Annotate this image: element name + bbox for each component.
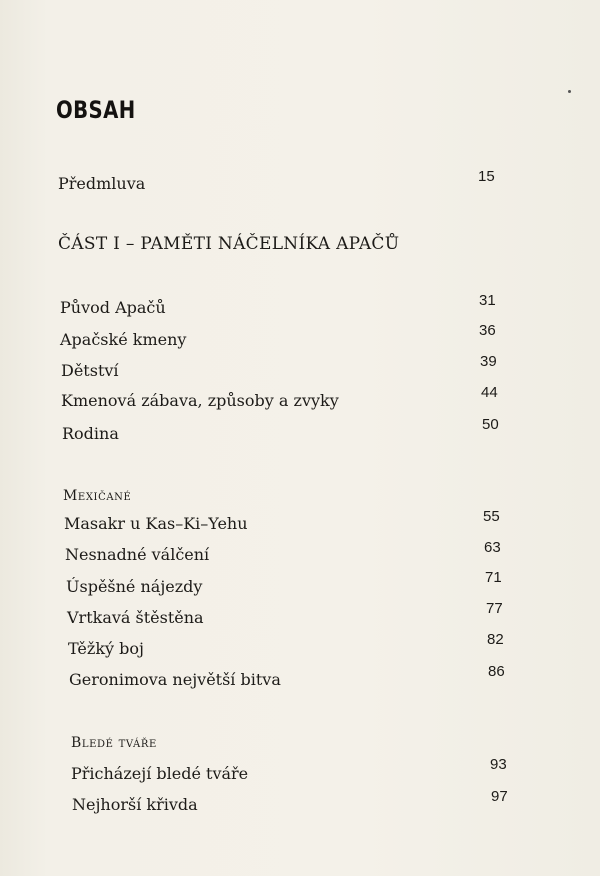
toc-entry[interactable] bbox=[67, 608, 204, 627]
toc-entry-title: Těžký boj bbox=[68, 639, 144, 658]
toc-page-number: 63 bbox=[484, 539, 501, 556]
toc-entry-title: Kmenová zábava, způsoby a zvyky bbox=[61, 391, 339, 410]
toc-entry[interactable] bbox=[60, 298, 166, 317]
toc-heading: OBSAH bbox=[56, 96, 136, 124]
toc-entry[interactable] bbox=[65, 545, 209, 564]
toc-entry[interactable] bbox=[71, 764, 248, 783]
toc-page-number: 71 bbox=[485, 569, 502, 586]
toc-page-number: 31 bbox=[479, 292, 496, 309]
toc-page-number: 15 bbox=[478, 168, 495, 185]
toc-page-number: 97 bbox=[491, 788, 508, 805]
toc-entry-title: Rodina bbox=[62, 424, 119, 443]
part-title: ČÁST I – PAMĚTI NÁČELNÍKA APAČŮ bbox=[58, 234, 400, 254]
toc-entry-title: Vrtkavá štěstěna bbox=[67, 608, 204, 627]
toc-entry[interactable] bbox=[60, 330, 186, 349]
section-title: Mexičané bbox=[63, 488, 132, 504]
toc-entry-title: Nejhorší křivda bbox=[72, 795, 198, 814]
toc-page-number: 77 bbox=[486, 600, 503, 617]
toc-entry[interactable] bbox=[66, 577, 202, 596]
toc-entry[interactable] bbox=[69, 670, 281, 689]
toc-page-number: 44 bbox=[481, 384, 498, 401]
toc-entry-title: Předmluva bbox=[58, 174, 146, 193]
toc-page-number: 36 bbox=[479, 322, 496, 339]
toc-page-number: 86 bbox=[488, 663, 505, 680]
toc-entry[interactable] bbox=[64, 514, 248, 533]
toc-entry-title: Přicházejí bledé tváře bbox=[71, 764, 249, 783]
toc-entry-title: Úspěšné nájezdy bbox=[66, 577, 203, 596]
show-through-text bbox=[450, 92, 454, 106]
toc-page-number: 55 bbox=[483, 508, 500, 525]
toc-entry[interactable] bbox=[62, 424, 119, 443]
toc-entry[interactable] bbox=[61, 391, 339, 410]
section-title: Bledé tváře bbox=[71, 735, 157, 751]
toc-entry[interactable] bbox=[68, 639, 144, 658]
toc-page-number: 39 bbox=[480, 353, 497, 370]
toc-entry-title: Apačské kmeny bbox=[60, 330, 187, 349]
toc-entry[interactable] bbox=[72, 795, 198, 814]
toc-page-number: 50 bbox=[482, 416, 499, 433]
toc-entry-title: Dětství bbox=[61, 361, 119, 380]
toc-entry-title: Masakr u Kas–Ki–Yehu bbox=[64, 514, 248, 533]
toc-entry-title: Původ Apačů bbox=[60, 298, 166, 317]
toc-entry-title: Geronimova největší bitva bbox=[69, 670, 281, 689]
toc-entry-title: Nesnadné válčení bbox=[65, 545, 210, 564]
speck bbox=[568, 90, 571, 93]
toc-entry-preface[interactable] bbox=[58, 174, 145, 193]
toc-page-number: 93 bbox=[490, 756, 507, 773]
toc-page-number: 82 bbox=[487, 631, 504, 648]
toc-entry[interactable] bbox=[61, 361, 119, 380]
